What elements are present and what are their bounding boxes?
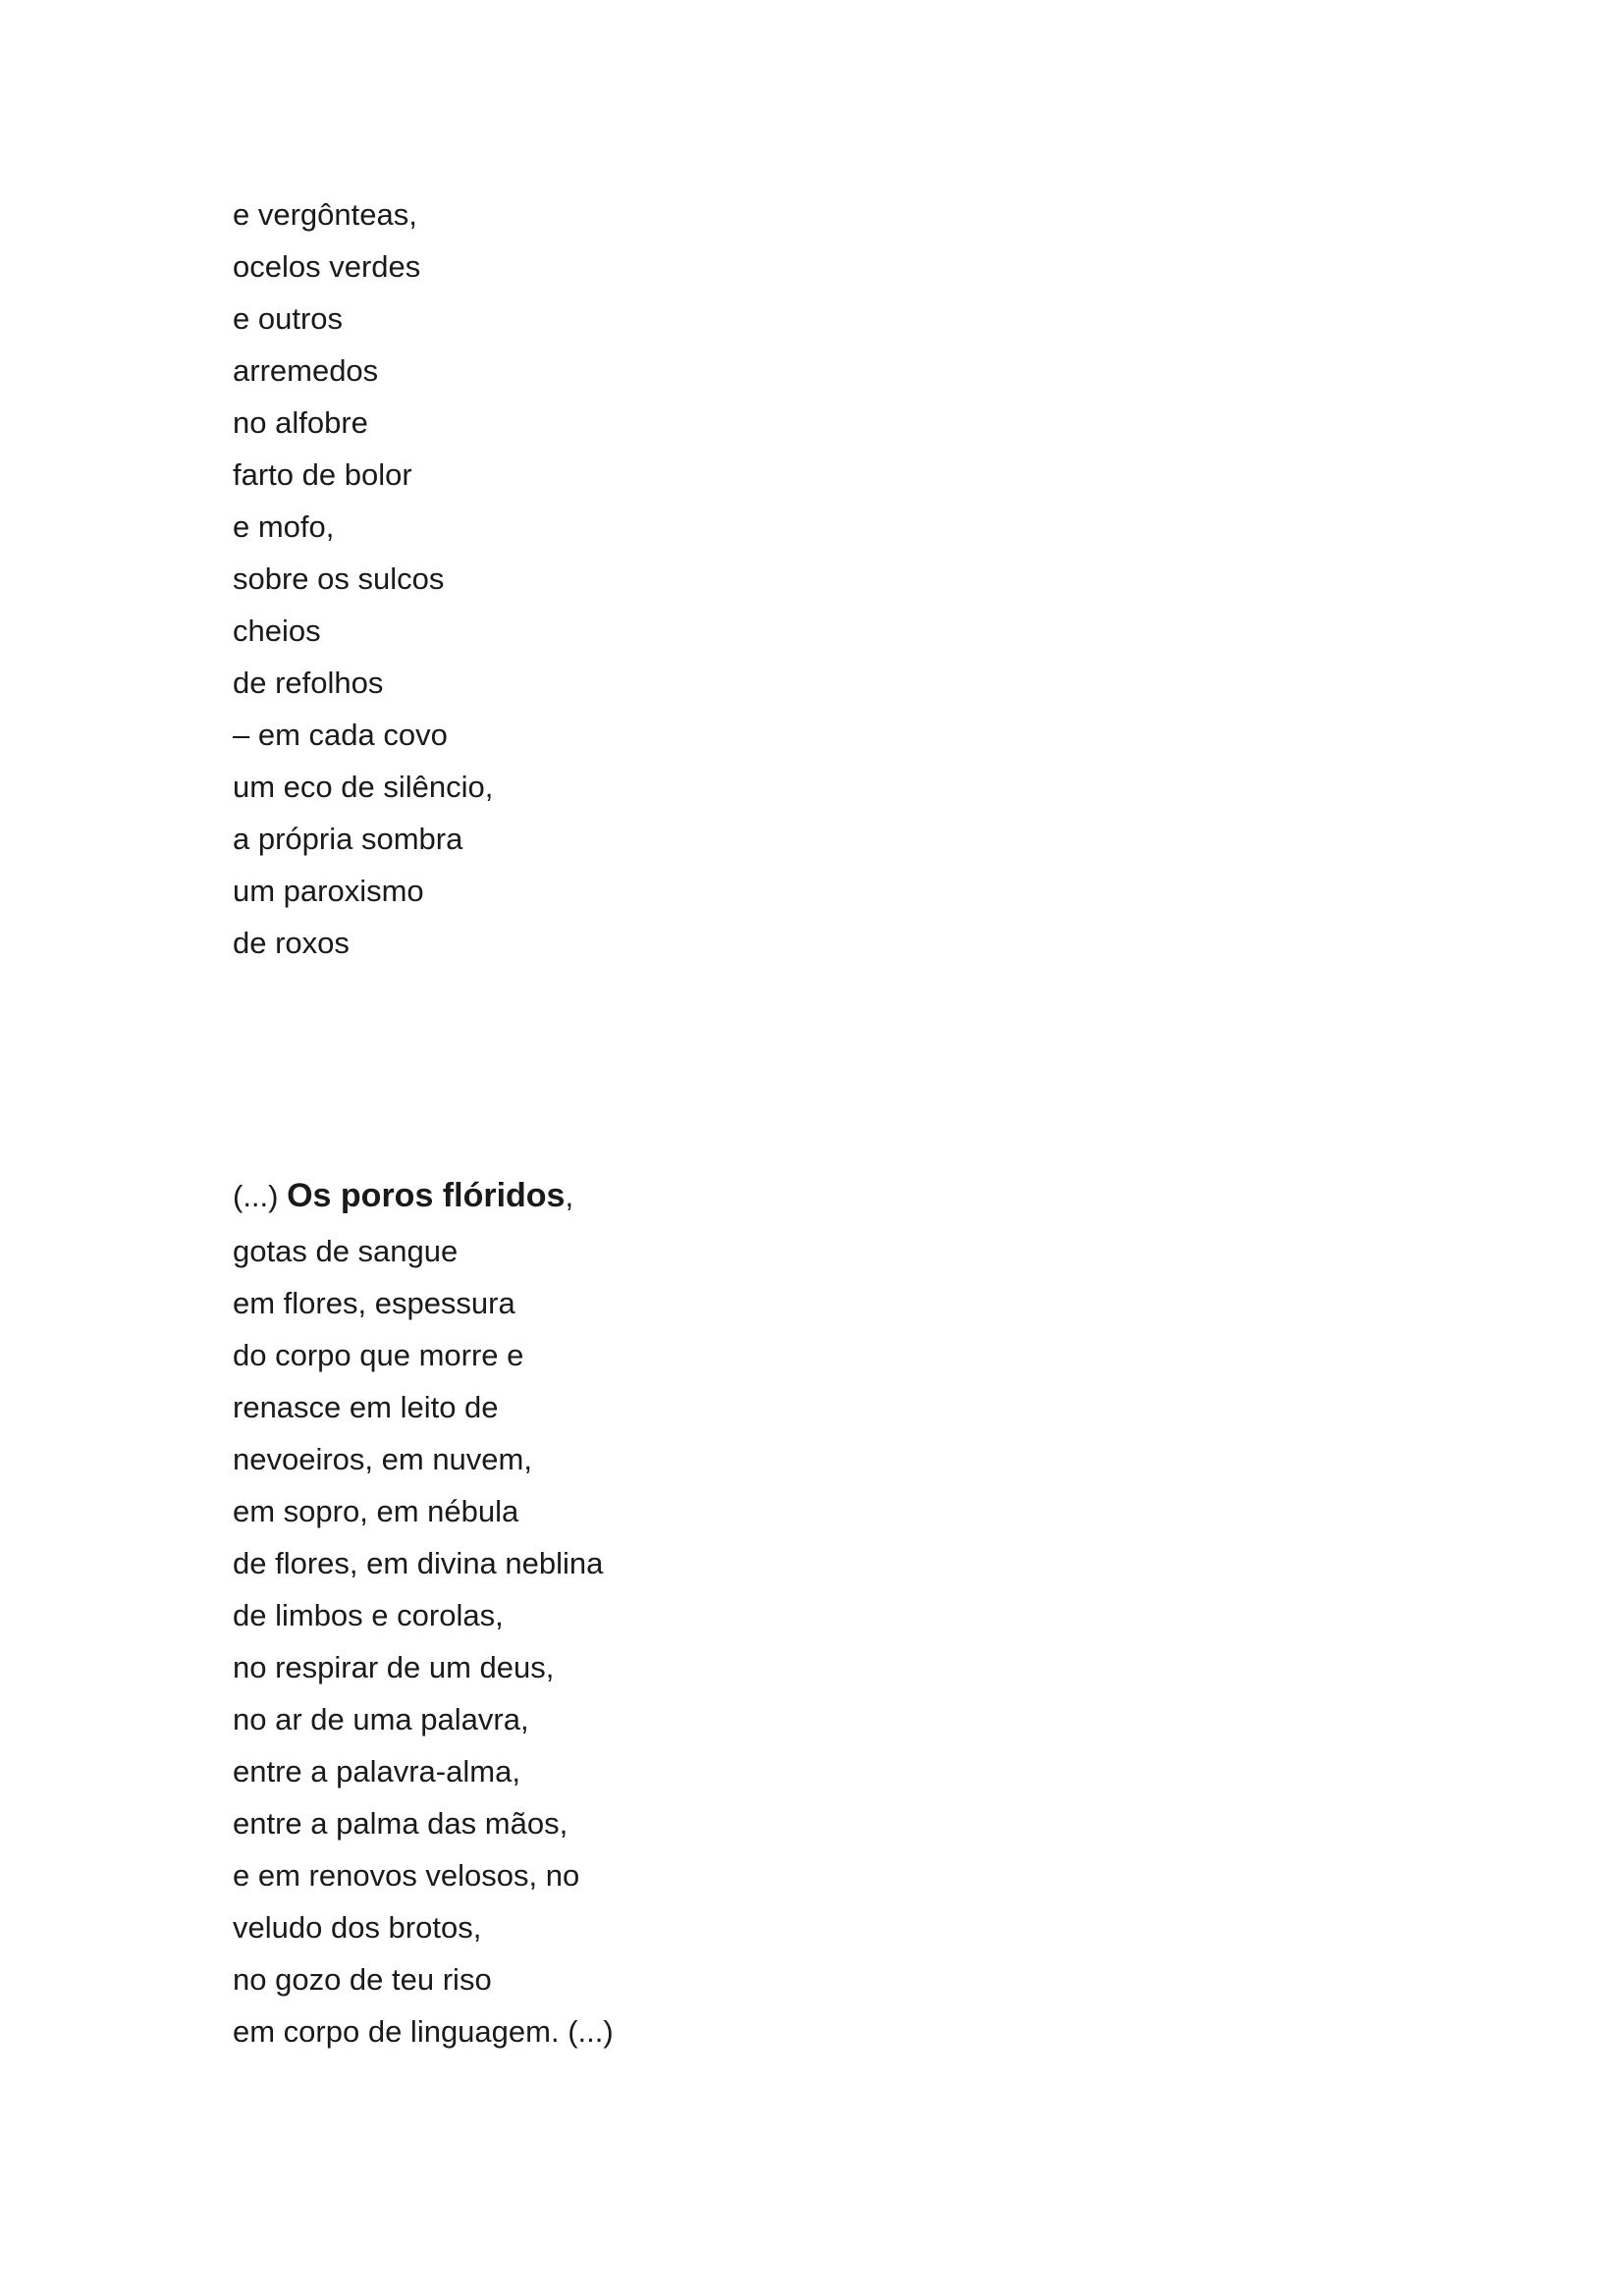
- poem-stanza-1: [233, 188, 493, 969]
- title-bold-text: Os poros flóridos: [287, 1177, 566, 1214]
- poem-line: um paroxismo: [233, 874, 424, 908]
- poem-line: no respirar de um deus,: [233, 1650, 555, 1684]
- poem-line: no ar de uma palavra,: [233, 1702, 529, 1736]
- poem-line: arremedos: [233, 353, 379, 388]
- poem-line: veludo dos brotos,: [233, 1910, 482, 1945]
- poem-line: em sopro, em nébula: [233, 1494, 519, 1528]
- poem-stanza-2: [233, 1166, 614, 2057]
- poem-line: – em cada covo: [233, 718, 448, 752]
- poem-line: cheios: [233, 614, 321, 648]
- title-suffix: ,: [565, 1179, 574, 1213]
- poem-line: entre a palma das mãos,: [233, 1806, 568, 1841]
- poem-line: a própria sombra: [233, 822, 463, 856]
- poem-line: renasce em leito de: [233, 1390, 499, 1424]
- poem-line: e vergônteas,: [233, 197, 417, 232]
- poem-line: de refolhos: [233, 666, 384, 700]
- poem-line: ocelos verdes: [233, 249, 421, 284]
- poem-line: e mofo,: [233, 509, 335, 544]
- title-prefix: (...): [233, 1179, 288, 1213]
- poem-line: no alfobre: [233, 405, 368, 440]
- poem-line: de roxos: [233, 926, 350, 960]
- poem-line: um eco de silêncio,: [233, 770, 494, 804]
- poem-line: em corpo de linguagem. (...): [233, 2014, 614, 2049]
- poem-line: e em renovos velosos, no: [233, 1858, 580, 1893]
- poem-line: de limbos e corolas,: [233, 1598, 504, 1632]
- poem-line: em flores, espessura: [233, 1286, 515, 1320]
- poem-line: nevoeiros, em nuvem,: [233, 1442, 532, 1476]
- poem-line: no gozo de teu riso: [233, 1962, 492, 1997]
- poem-line: entre a palavra-alma,: [233, 1754, 520, 1789]
- poem-line: sobre os sulcos: [233, 561, 445, 596]
- poem-line: e outros: [233, 301, 344, 336]
- poem-line: farto de bolor: [233, 457, 412, 492]
- poem-title-line: [233, 1166, 614, 1225]
- poem-line: de flores, em divina neblina: [233, 1546, 604, 1580]
- poem-line: gotas de sangue: [233, 1234, 459, 1268]
- poem-line: do corpo que morre e: [233, 1338, 524, 1372]
